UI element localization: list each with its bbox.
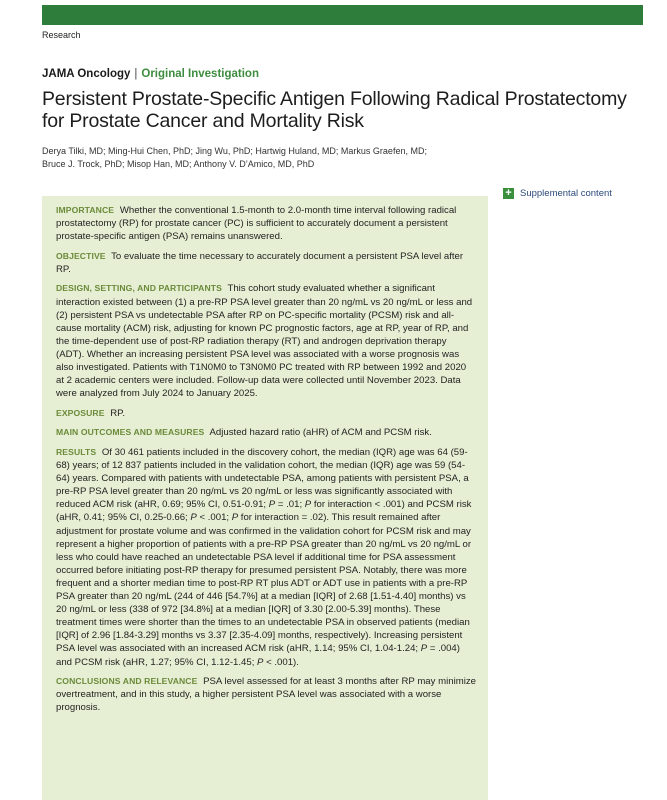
section-heading: CONCLUSIONS AND RELEVANCE <box>56 676 198 687</box>
abstract-design <box>56 282 476 400</box>
article-type: Original Investigation <box>141 68 259 80</box>
abstract-box <box>42 196 488 800</box>
section-heading: IMPORTANCE <box>56 205 115 215</box>
plus-icon: + <box>503 188 514 199</box>
section-heading: RESULTS <box>56 447 97 457</box>
results-text: Of 30 461 patients included in the discovery cohort, the median (IQR) age was 64 (59-68) years; of 12 837 patients included in the validation cohort, the median (IQR) age was 59 (54-64) years. Compared with patients with undetectable PSA, among patients with persistent PSA, a pre-RP PSA level greater than 20 ng/mL vs 20 ng/mL or less was significantly associated with reduced ACM risk (aHR, 0.69; 95% CI, 0.51-0.91; <box>56 447 469 511</box>
results-text: < .001; <box>196 512 232 524</box>
abstract-importance <box>56 204 476 243</box>
p-value-symbol: P <box>420 643 428 655</box>
section-heading: OBJECTIVE <box>56 250 106 261</box>
section-heading: DESIGN, SETTING, AND PARTICIPANTS <box>56 283 222 294</box>
supplemental-content-link[interactable] <box>503 188 612 199</box>
results-text: for interaction = .02). This result remained after adjustment for prostate volume and was confirmed in the validation cohort for PCSM risk and may represent a higher proportion of patients with a pre-RP PSA greater than 20 ng/mL vs 20 ng/mL or less who could have reached an undetectable PSA level if additional time for PSA assessment occurred before initiating post-RP therapy for presumed persistent PSA. Notably, there was more frequent and a shorter median time to post-RP RT plus ADT or ADT use in patients with a pre-RP PSA greater than 20 ng/mL (244 of 446 [54.7%] at a median [IQR] of 2.68 [1.51-4.40] months) vs 20 ng/mL or less (338 of 972 [34.8%] at a median [IQR] of 3.30 [2.00-5.39] months). These treatment times were shorter than the times to an undetectable PSA in observed patients (median [IQR] of 2.96 [1.84-3.29] months vs 3.37 [2.35-4.09] months, respectively). Increasing persistent PSA level was associated with an increased ACM risk (aHR, 1.14; 95% CI, 1.04-1.24; <box>56 512 472 655</box>
top-color-bar <box>42 5 643 25</box>
author-line: Bruce J. Trock, PhD; Misop Han, MD; Anthony V. D’Amico, MD, PhD <box>42 159 315 169</box>
section-text: This cohort study evaluated whether a significant interaction existed between (1) a pre-RP PSA level greater than 20 ng/mL vs 20 ng/mL or less and (2) persistent PSA vs undetectable PSA after RP on PC-specific mortality (PCSM) risk and all-cause mortality (ACM) risk, adjusting for known PC prognostic factors, age at RP, year of RP, and the time-dependent use of post-RP radiation therapy (RT) and androgen deprivation therapy (ADT). Whether an increasing persistent PSA level was associated with a worse prognosis was also investigated. Patients with T1N0M0 to T3N0M0 PC treated with RP between 1992 and 2020 at 2 academic centers were included. Follow-up data were collected until November 2023. Data were analyzed from July 2024 to January 2025. <box>56 283 473 400</box>
journal-separator: | <box>134 68 138 80</box>
results-text: < .001). <box>263 656 299 668</box>
p-value-symbol: P <box>268 499 276 511</box>
article-title: Persistent Prostate-Specific Antigen Following Radical Prostatectomy for Prostate Cancer and Mortality Risk <box>42 88 627 132</box>
journal-name: JAMA Oncology <box>42 68 131 80</box>
abstract-exposure <box>56 407 476 420</box>
section-text: RP. <box>110 407 125 419</box>
p-value-symbol: P <box>304 499 312 511</box>
supplemental-label: Supplemental content <box>520 188 612 199</box>
journal-line <box>42 68 259 80</box>
abstract-outcomes <box>56 426 476 439</box>
section-text: Adjusted hazard ratio (aHR) of ACM and PCSM risk. <box>209 427 432 439</box>
author-line: Derya Tilki, MD; Ming-Hui Chen, PhD; Jing Wu, PhD; Hartwig Huland, MD; Markus Graefen, MD; <box>42 146 427 156</box>
p-value-symbol: P <box>190 512 197 524</box>
section-heading: MAIN OUTCOMES AND MEASURES <box>56 427 205 438</box>
section-text: Whether the conventional 1.5-month to 2.0-month time interval following radical prostatectomy (RP) for prostate cancer (PC) is sufficient to accurately document a persistent prostate-specific antigen (PSA) remains unanswered. <box>56 205 457 243</box>
abstract-results <box>56 446 476 669</box>
p-value-symbol: P <box>231 512 239 524</box>
section-text: PSA level assessed for at least 3 months after RP may minimize overtreatment, and in this study, a higher persistent PSA level was associated with a worse prognosis. <box>56 676 476 714</box>
section-text: To evaluate the time necessary to accurately document a persistent PSA level after RP. <box>56 250 464 275</box>
results-text: = .01; <box>275 499 305 511</box>
p-value-symbol: P <box>257 656 264 668</box>
abstract-conclusions <box>56 675 476 714</box>
results-text: = .004) and PCSM risk (aHR, 1.27; 95% CI, 1.12-1.45; <box>56 643 460 668</box>
results-text: for interaction < .001) and PCSM risk (aHR, 0.41; 95% CI, 0.25-0.66; <box>56 499 472 524</box>
section-label: Research <box>42 30 81 40</box>
section-heading: EXPOSURE <box>56 407 105 418</box>
abstract-objective <box>56 250 476 276</box>
author-list <box>42 145 462 171</box>
